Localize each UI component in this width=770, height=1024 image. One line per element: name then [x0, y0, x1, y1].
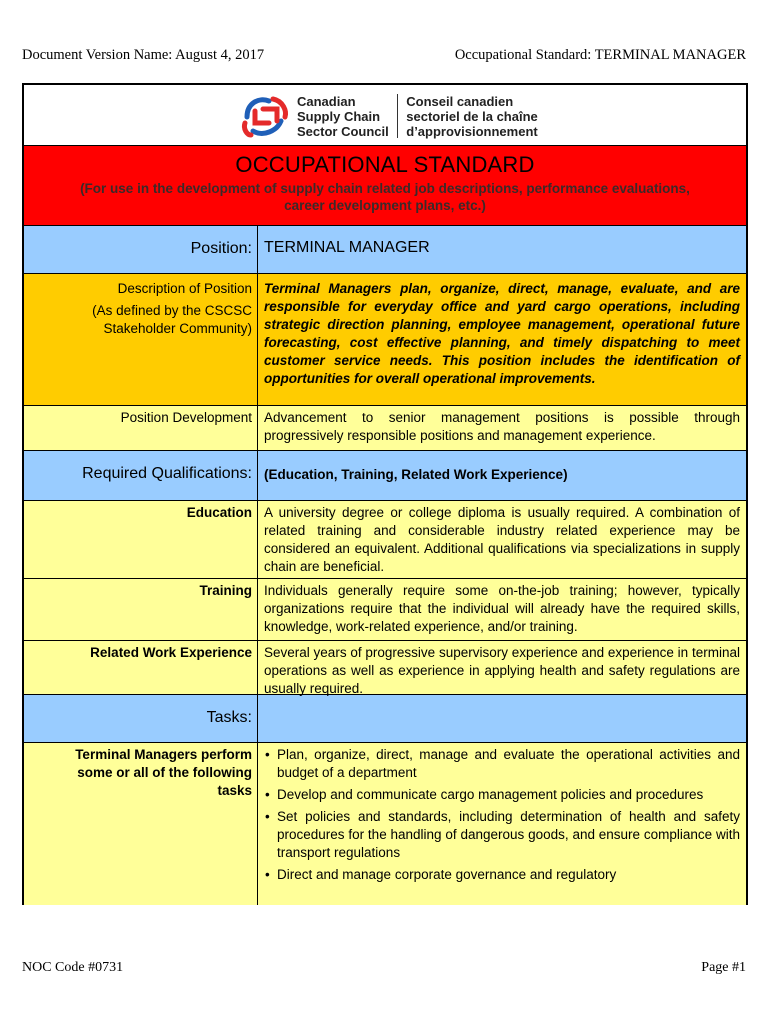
logo-french: Conseil canadien sectoriel de la chaîne d’approvisionnement	[406, 93, 538, 139]
description-text: Terminal Managers plan, organize, direct, manage, evaluate, and are responsible for everyday office and yard cargo operations, including strategic direction planning, employee management, operational future forecasting, cost effective planning, and timely dispatching to meet customer service needs. This position includes the identification of opportunities for overall operational improvements.	[264, 281, 740, 386]
required-qualifications-row	[24, 451, 746, 501]
position-development-label: Position Development	[24, 406, 258, 450]
standard-table	[22, 83, 748, 905]
education-text: A university degree or college diploma is usually required. A combination of related training and considerable industry related experience may be considered an equivalent. Additional qualifications via specializations in supply chain are beneficial.	[264, 505, 740, 574]
list-item: • Develop and communicate cargo management policies and procedures	[264, 786, 740, 804]
tasks-intro: Terminal Managers perform some or all of the following tasks	[24, 743, 258, 905]
logo-english: Canadian Supply Chain Sector Council	[297, 93, 389, 139]
list-item: • Plan, organize, direct, manage and evaluate the operational activities and budget of a department	[264, 746, 740, 782]
position-development-text: Advancement to senior management positions is possible through progressively responsible positions and management experience.	[264, 410, 740, 443]
description-row	[24, 274, 746, 406]
education-row	[24, 501, 746, 579]
training-row	[24, 579, 746, 641]
related-work-label: Related Work Experience	[24, 641, 258, 694]
tasks-header-row	[24, 695, 746, 743]
required-qualifications-value: (Education, Training, Related Work Experience)	[264, 467, 568, 482]
tasks-label: Tasks:	[24, 695, 258, 742]
footer-noc-code: NOC Code #0731	[22, 960, 124, 975]
required-qualifications-label: Required Qualifications:	[24, 451, 258, 500]
tasks-row	[24, 743, 746, 905]
title-banner	[24, 146, 746, 226]
logo-row	[24, 85, 746, 146]
position-row	[24, 226, 746, 274]
position-development-row	[24, 406, 746, 451]
position-label: Position:	[24, 226, 258, 273]
description-label: Description of Position (As defined by the CSCSC Stakeholder Community)	[24, 274, 258, 405]
list-item: • Direct and manage corporate governance and regulatory	[264, 866, 740, 884]
tasks-list	[264, 746, 740, 884]
training-text: Individuals generally require some on-the-job training; however, typically organizations require that the individual will already have the required skills, knowledge, work-related experience, and/or training.	[264, 583, 740, 634]
related-work-text: Several years of progressive supervisory experience and experience in terminal operations as well as experience in applying health and safety regulations are usually required.	[264, 645, 740, 696]
footer-page-number: Page #1	[701, 960, 746, 975]
page-title: OCCUPATIONAL STANDARD	[235, 152, 535, 177]
education-label: Education	[24, 501, 258, 578]
training-label: Training	[24, 579, 258, 640]
related-work-row	[24, 641, 746, 695]
tasks-list-cell	[258, 743, 746, 905]
header-version: Document Version Name: August 4, 2017	[22, 47, 265, 63]
list-item: • Set policies and standards, including determination of health and safety procedures for the handling of dangerous goods, and ensure compliance with transport regulations	[264, 808, 740, 862]
header-standard: Occupational Standard: TERMINAL MANAGER	[454, 47, 746, 63]
cscsc-logo-icon	[239, 91, 293, 141]
banner-subtitle: (For use in the development of supply chain related job descriptions, performance evaluations, career development plans, etc.)	[80, 181, 690, 213]
position-value: TERMINAL MANAGER	[264, 239, 430, 256]
cscsc-logo	[239, 90, 539, 142]
